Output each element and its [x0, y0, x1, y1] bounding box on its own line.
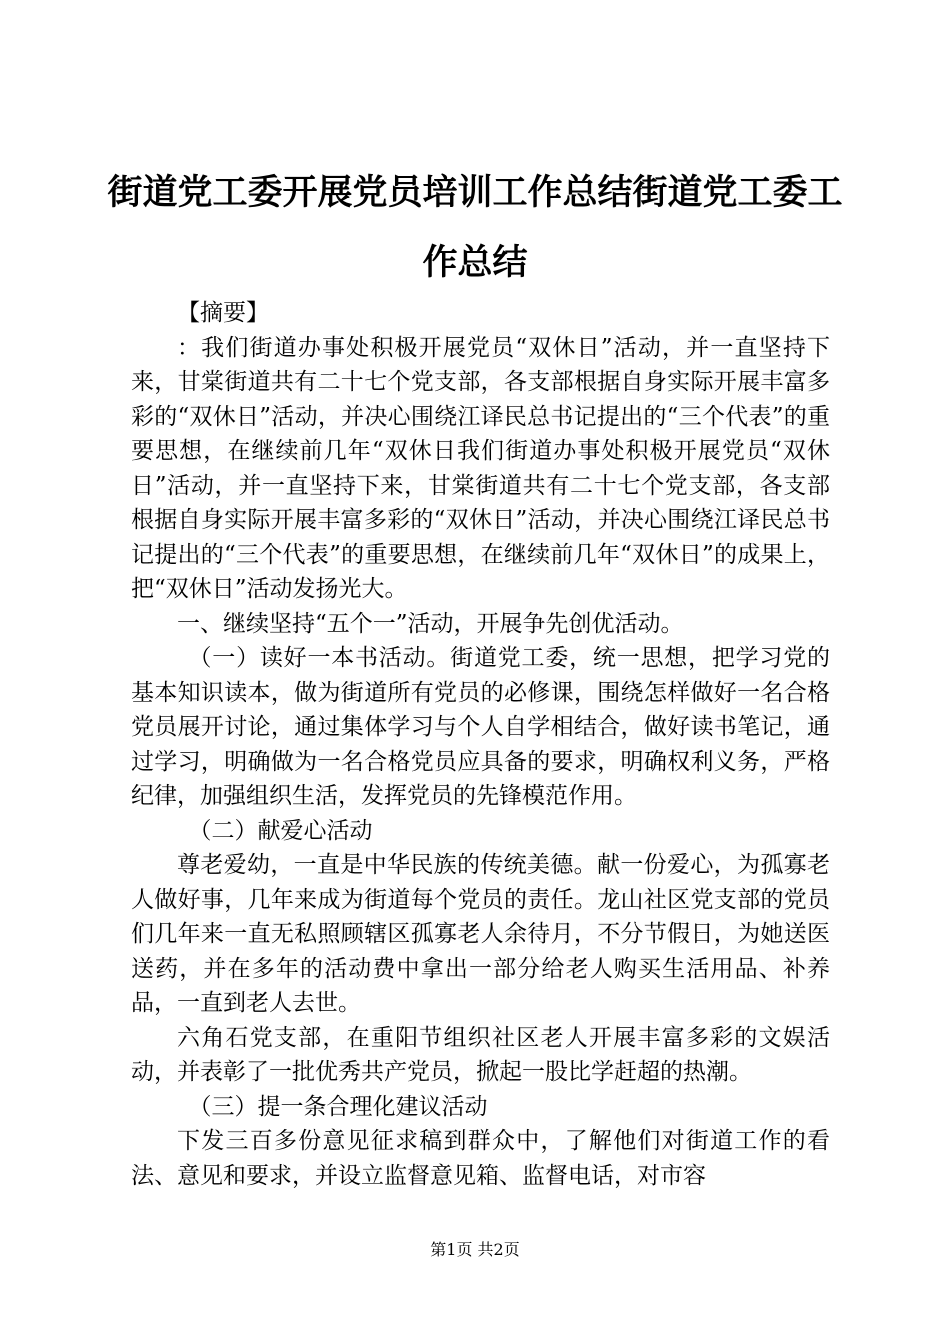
document-title: 街道党工委开展党员培训工作总结街道党工委工作总结	[107, 173, 843, 283]
subsection-paragraph-1: （一）读好一本书活动。街道党工委，统一思想，把学习党的基本知识读本，做为街道所有党员的必修课，围绕怎样做好一名合格党员展开讨论，通过集体学习与个人自学相结合，做好读书笔记，通过学习，明确做为一名合格党员应具备的要求，明确权利义务，严格纪律，加强组织生活，发挥党员的先锋模范作用。	[131, 645, 830, 809]
subsection-heading-2: （二）献爱心活动	[188, 817, 373, 844]
abstract-heading: 【摘要】	[177, 300, 269, 326]
body-paragraph-3: 下发三百多份意见征求稿到群众中，了解他们对街道工作的看法、意见和要求，并设立监督意见箱、监督电话，对市容	[131, 1128, 830, 1189]
body-paragraph-2a: 尊老爱幼，一直是中华民族的传统美德。献一份爱心，为孤寡老人做好事，几年来成为街道每个党员的责任。龙山社区党支部的党员们几年来一直无私照顾辖区孤寡老人余待月，不分节假日，为她送医送药，并在多年的活动费中拿出一部分给老人购买生活用品、补养品，一直到老人去世。	[131, 852, 830, 1016]
document-body	[131, 296, 830, 1193]
page-footer: 第1页 共2页	[430, 1240, 520, 1259]
abstract-paragraph: ：我们街道办事处积极开展党员“双休日”活动，并一直坚持下来，甘棠街道共有二十七个党支部，各支部根据自身实际开展丰富多彩的“双休日”活动，并决心围绕江译民总书记提出的“三个代表”的重要思想，在继续前几年“双休日我们街道办事处积极开展党员“双休日”活动，并一直坚持下来，甘棠街道共有二十七个党支部，各支部根据自身实际开展丰富多彩的“双休日”活动，并决心围绕江译民总书记提出的“三个代表”的重要思想，在继续前几年“双休日”的成果上，把“双休日”活动发扬光大。	[131, 334, 830, 602]
section-heading-1: 一、继续坚持“五个一”活动，开展争先创优活动。	[177, 610, 684, 637]
body-paragraph-2b: 六角石党支部，在重阳节组织社区老人开展丰富多彩的文娱活动，并表彰了一批优秀共产党员，掀起一股比学赶超的热潮。	[131, 1024, 830, 1085]
subsection-heading-3: （三）提一条合理化建议活动	[188, 1093, 488, 1120]
